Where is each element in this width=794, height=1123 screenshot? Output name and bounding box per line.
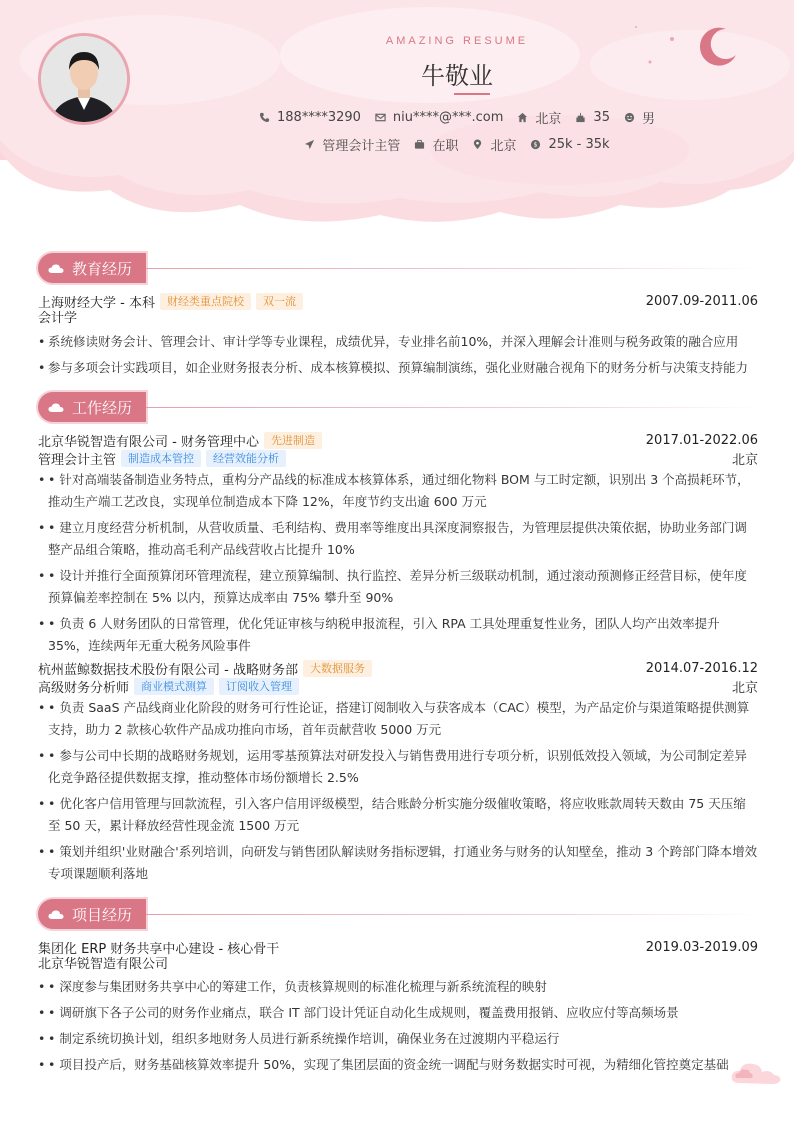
target-city-text: 北京 bbox=[490, 139, 517, 154]
industry-tag: 大数据服务 bbox=[303, 660, 372, 677]
list-item: • • 负责 6 人财务团队的日常管理，优化凭证审核与纳税申报流程，引入 RPA 工具处理重复性业务，团队人均产出效率提升 35%，连续两年无重大税务风险事件 bbox=[38, 613, 758, 657]
education-period: 2007.09-2011.06 bbox=[645, 293, 758, 309]
school-tag: 财经类重点院校 bbox=[160, 293, 251, 310]
list-item: • • 项目投产后，财务基础核算效率提升 50%，实现了集团层面的资金统一调配与财务数据实时可视，为精细化管控奠定基础 bbox=[38, 1054, 758, 1076]
education-badge bbox=[38, 253, 146, 283]
section-divider bbox=[146, 914, 758, 915]
education-entry bbox=[38, 292, 758, 379]
education-header bbox=[38, 253, 758, 285]
status-item bbox=[414, 135, 458, 154]
skill-tag: 经营效能分析 bbox=[206, 450, 286, 467]
city-text: 北京 bbox=[535, 112, 562, 127]
salary-text: 25k - 35k bbox=[548, 137, 610, 152]
work-period: 2014.07-2016.12 bbox=[645, 660, 758, 676]
work-period: 2017.01-2022.06 bbox=[645, 432, 758, 448]
company-row bbox=[38, 659, 758, 677]
phone-item bbox=[259, 108, 361, 127]
salary-item bbox=[530, 135, 609, 154]
list-item: • • 建立月度经营分析机制，从营收质量、毛利结构、费用率等维度出具深度洞察报告，为管理层提供决策依据，协助业务部门调整产品组合策略，推动高毛利产品线营收占比提升 10% bbox=[38, 517, 758, 561]
list-item: • • 调研旗下各子公司的财务作业痛点，联合 IT 部门设计凭证自动化生成规则，覆盖费用报销、应收应付等高频场景 bbox=[38, 1002, 758, 1024]
skill-tag: 制造成本管控 bbox=[121, 450, 201, 467]
contact-info-row bbox=[0, 108, 794, 127]
work-section bbox=[38, 392, 758, 885]
industry-tag: 先进制造 bbox=[264, 432, 322, 449]
work-entry bbox=[38, 659, 758, 885]
education-section bbox=[38, 253, 758, 379]
projects-badge bbox=[38, 899, 146, 929]
cloud-icon bbox=[48, 402, 64, 413]
work-badge bbox=[38, 392, 146, 422]
project-period: 2019.03-2019.09 bbox=[645, 939, 758, 955]
position-item bbox=[304, 135, 400, 154]
project-entry bbox=[38, 938, 758, 1076]
phone-text: 188****3290 bbox=[277, 110, 361, 125]
project-row bbox=[38, 938, 758, 956]
list-item: • • 设计并推行全面预算闭环管理流程，建立预算编制、执行监控、差异分析三级联动机制，通过滚动预测修正经营目标，使年度预算偏差率控制在 5% 以内，预算达成率由 75% 攀升至 90% bbox=[38, 565, 758, 609]
list-item: • • 负责 SaaS 产品线商业化阶段的财务可行性论证，搭建订阅制收入与获客成本（CAC）模型，为产品定价与渠道策略提供测算支持，助力 2 款核心软件产品成功推向市场，首年贡献营收 5000 万元 bbox=[38, 697, 758, 741]
list-item: • • 针对高端装备制造业务特点，重构分产品线的标准成本核算体系，通过细化物料 BOM 与工时定额，识别出 3 个高损耗环节，推动生产端工艺改良，实现单位制造成本下降 12%，年度节约支出逾 600 万元 bbox=[38, 469, 758, 513]
decorative-cloud-icon bbox=[728, 1056, 784, 1086]
list-item: • • 参与公司中长期的战略财务规划，运用零基预算法对研发投入与销售费用进行专项分析，识别低效投入领域，为公司制定差异化竞争路径提供数据支撑，推动整体市场份额增长 2.5% bbox=[38, 745, 758, 789]
work-city: 北京 bbox=[731, 452, 758, 468]
work-header bbox=[38, 392, 758, 424]
resume-tagline: AMAZING RESUME bbox=[385, 35, 529, 47]
role: 管理会计主管 bbox=[38, 452, 117, 468]
project-name: 集团化 ERP 财务共享中心建设 - 核心骨干 bbox=[38, 941, 280, 957]
work-city: 北京 bbox=[731, 680, 758, 696]
section-divider bbox=[146, 407, 758, 408]
age-item bbox=[575, 108, 610, 127]
company-row bbox=[38, 431, 758, 449]
project-org: 北京华锐智造有限公司 bbox=[38, 957, 169, 972]
list-item: • • 深度参与集团财务共享中心的筹建工作，负责核算规则的标准化梳理与新系统流程的映射 bbox=[38, 976, 758, 998]
cloud-icon bbox=[48, 263, 64, 274]
school-tag: 双一流 bbox=[256, 293, 303, 310]
dollar-coin-icon bbox=[530, 139, 541, 150]
city-item bbox=[517, 108, 561, 127]
location-pin-icon bbox=[472, 139, 483, 150]
cake-icon bbox=[575, 112, 586, 123]
age-text: 35 bbox=[593, 110, 610, 125]
smile-icon bbox=[624, 112, 635, 123]
gender-text: 男 bbox=[641, 112, 655, 127]
work-entry bbox=[38, 431, 758, 657]
role-row bbox=[38, 449, 758, 467]
target-city-item bbox=[472, 135, 516, 154]
list-item: • • 制定系统切换计划，组织多地财务人员进行新系统操作培训，确保业务在过渡期内平稳运行 bbox=[38, 1028, 758, 1050]
company-name: 杭州蓝鲸数据技术股份有限公司 - 战略财务部 bbox=[38, 662, 298, 678]
list-item: • 系统修读财务会计、管理会计、审计学等专业课程，成绩优异，专业排名前10%，并深入理解会计准则与税务政策的融合应用 bbox=[38, 331, 758, 353]
projects-header bbox=[38, 899, 758, 931]
briefcase-icon bbox=[414, 139, 425, 150]
svg-text:$: $ bbox=[533, 140, 539, 149]
status-text: 在职 bbox=[432, 139, 459, 154]
school-name: 上海财经大学 - 本科 bbox=[38, 295, 155, 311]
projects-section bbox=[38, 899, 758, 1076]
education-title: 教育经历 bbox=[72, 259, 133, 278]
education-row bbox=[38, 292, 758, 310]
role-row bbox=[38, 677, 758, 695]
email-item bbox=[375, 108, 504, 127]
company-name: 北京华锐智造有限公司 - 财务管理中心 bbox=[38, 434, 259, 450]
cloud-icon bbox=[48, 909, 64, 920]
list-item: • • 优化客户信用管理与回款流程，引入客户信用评级模型，结合账龄分析实施分级催收策略，将应收账款周转天数由 75 天压缩至 50 天，累计释放经营性现金流 1500 万元 bbox=[38, 793, 758, 837]
gender-item bbox=[624, 108, 655, 127]
name-underline bbox=[454, 93, 490, 95]
projects-title: 项目经历 bbox=[72, 905, 133, 924]
list-item: • 参与多项会计实践项目，如企业财务报表分析、成本核算模拟、预算编制演练，强化业财融合视角下的财务分析与决策支持能力 bbox=[38, 357, 758, 379]
position-text: 管理会计主管 bbox=[322, 139, 401, 154]
home-icon bbox=[517, 112, 528, 123]
role: 高级财务分析师 bbox=[38, 680, 130, 696]
list-item: • • 策划并组织'业财融合'系列培训，向研发与销售团队解读财务指标逻辑，打通业务与财务的认知壁垒，推动 3 个跨部门降本增效专项课题顺利落地 bbox=[38, 841, 758, 885]
skill-tag: 订阅收入管理 bbox=[219, 678, 299, 695]
phone-icon bbox=[259, 112, 270, 123]
job-intent-row bbox=[0, 135, 794, 154]
major: 会计学 bbox=[38, 311, 78, 326]
work-title: 工作经历 bbox=[72, 398, 133, 417]
email-text: niu****@***.com bbox=[392, 110, 504, 125]
skill-tag: 商业模式测算 bbox=[134, 678, 214, 695]
candidate-name: 牛敬业 bbox=[421, 62, 493, 90]
send-icon bbox=[304, 139, 315, 150]
mail-icon bbox=[375, 112, 386, 123]
section-divider bbox=[146, 268, 758, 269]
